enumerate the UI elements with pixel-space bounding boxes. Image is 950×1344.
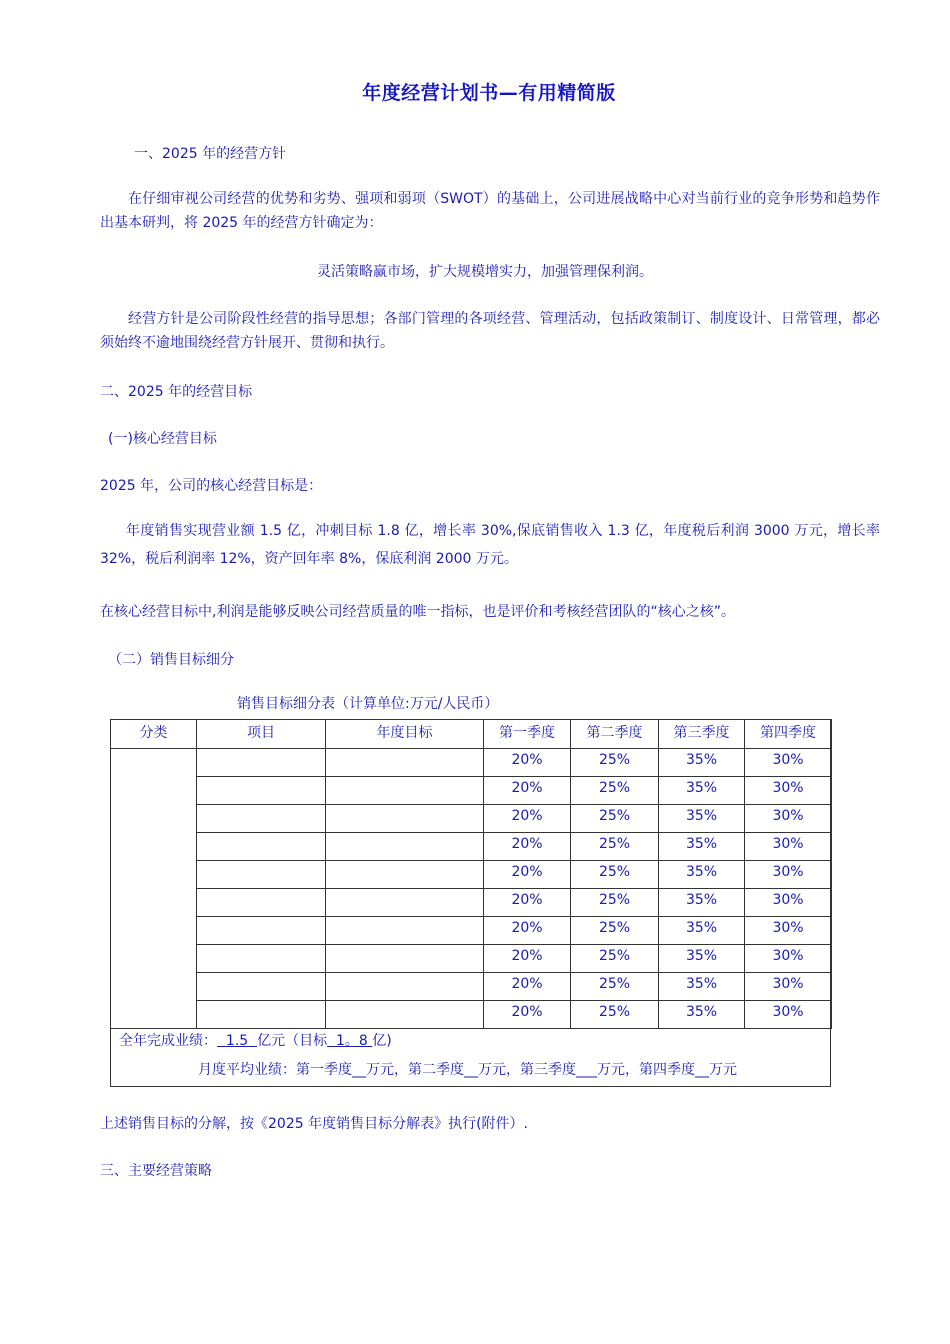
- q1-cell: 20%: [484, 1001, 571, 1029]
- q1-cell: 20%: [484, 805, 571, 833]
- annual-target-cell: [326, 777, 484, 805]
- annual-target-cell: [326, 749, 484, 777]
- q2-cell: 25%: [571, 805, 659, 833]
- q4-cell: 30%: [745, 833, 832, 861]
- q2-cell: 25%: [571, 889, 659, 917]
- header-category: 分类: [111, 720, 197, 749]
- item-cell: [197, 917, 326, 945]
- item-cell: [197, 805, 326, 833]
- table-row: [111, 973, 832, 1001]
- annual-target-cell: [326, 861, 484, 889]
- q4-cell: 30%: [745, 777, 832, 805]
- q2-cell: 25%: [571, 833, 659, 861]
- q4-cell: 30%: [745, 805, 832, 833]
- table-header-row: [111, 720, 832, 749]
- table-row: [111, 861, 832, 889]
- table-row: [111, 917, 832, 945]
- table-row: [111, 833, 832, 861]
- document-title: 年度经营计划书—有用精简版: [362, 82, 616, 104]
- header-q4: 第四季度: [745, 720, 832, 749]
- q1-cell: 20%: [484, 833, 571, 861]
- q2-cell: 25%: [571, 1001, 659, 1029]
- section-3-heading: 三、主要经营策略: [100, 1163, 212, 1179]
- item-cell: [197, 777, 326, 805]
- annual-target-cell: [326, 805, 484, 833]
- annual-performance-label: 全年完成业绩：: [119, 1033, 217, 1049]
- item-cell: [197, 749, 326, 777]
- after-table-note: 上述销售目标的分解，按《2025 年度销售目标分解表》执行(附件）.: [100, 1116, 528, 1132]
- policy-statement: 灵活策略赢市场，扩大规模增实力，加强管理保利润。: [317, 264, 653, 280]
- section-2-intro: 2025 年，公司的核心经营目标是：: [100, 478, 323, 494]
- q3-cell: 35%: [659, 1001, 745, 1029]
- section-1-paragraph-2: 经营方针是公司阶段性经营的指导思想；各部门管理的各项经营、管理活动，包括政策制订、制度设计、日常管理，都必须始终不逾地围绕经营方针展开、贯彻和执行。: [100, 311, 880, 351]
- header-item: 项目: [197, 720, 326, 749]
- table-row: [111, 777, 832, 805]
- annual-target-cell: [326, 945, 484, 973]
- item-cell: [197, 861, 326, 889]
- table-caption: 销售目标细分表（计算单位:万元/人民币）: [237, 696, 499, 712]
- q3-cell: 35%: [659, 945, 745, 973]
- q1-cell: 20%: [484, 889, 571, 917]
- item-cell: [197, 1001, 326, 1029]
- q4-cell: 30%: [745, 973, 832, 1001]
- q3-cell: 35%: [659, 805, 745, 833]
- item-cell: [197, 889, 326, 917]
- q4-cell: 30%: [745, 889, 832, 917]
- q4-cell: 30%: [745, 1001, 832, 1029]
- q4-cell: 30%: [745, 945, 832, 973]
- annual-target-cell: [326, 833, 484, 861]
- q1-cell: 20%: [484, 973, 571, 1001]
- q2-cell: 25%: [571, 945, 659, 973]
- q3-cell: 35%: [659, 777, 745, 805]
- table-row: [111, 945, 832, 973]
- annual-performance-line: [119, 1030, 392, 1050]
- q1-cell: 20%: [484, 861, 571, 889]
- q3-cell: 35%: [659, 973, 745, 1001]
- q3-cell: 35%: [659, 833, 745, 861]
- annual-target-cell: [326, 889, 484, 917]
- category-cell: [111, 749, 197, 1029]
- header-q2: 第二季度: [571, 720, 659, 749]
- table-row: [111, 749, 832, 777]
- table-row: [111, 889, 832, 917]
- annual-target-tail: 亿): [372, 1033, 392, 1049]
- section-2-subheading-1: (一)核心经营目标: [108, 431, 217, 447]
- header-q3: 第三季度: [659, 720, 745, 749]
- annual-target-value: 1。8: [335, 1033, 368, 1049]
- section-2-heading: 二、2025 年的经营目标: [100, 384, 253, 400]
- q2-cell: 25%: [571, 861, 659, 889]
- annual-target-cell: [326, 1001, 484, 1029]
- annual-performance-unit: 亿元（目标: [257, 1033, 328, 1049]
- section-1-paragraph-1: 在仔细审视公司经营的优势和劣势、强项和弱项（SWOT）的基础上，公司进展战略中心对当前行业的竞争形势和趋势作出基本研判，将 2025 年的经营方针确定为：: [100, 191, 880, 231]
- q2-cell: 25%: [571, 973, 659, 1001]
- q4-cell: 30%: [745, 861, 832, 889]
- q2-cell: 25%: [571, 777, 659, 805]
- monthly-average-line: 月度平均业绩：第一季度__万元，第二季度__万元，第三季度___万元，第四季度__万元: [198, 1062, 737, 1078]
- table-row: [111, 805, 832, 833]
- q2-cell: 25%: [571, 917, 659, 945]
- core-targets-paragraph: 年度销售实现营业额 1.5 亿，冲刺目标 1.8 亿，增长率 30%,保底销售收入 1.3 亿，年度税后利润 3000 万元，增长率 32%，税后利润率 12%，资产回年率 8%，保底利润 2000 万元。: [100, 523, 880, 567]
- annual-performance-value: 1.5: [225, 1033, 249, 1049]
- q1-cell: 20%: [484, 917, 571, 945]
- annual-target-cell: [326, 973, 484, 1001]
- item-cell: [197, 945, 326, 973]
- profit-note: 在核心经营目标中,利润是能够反映公司经营质量的唯一指标，也是评价和考核经营团队的“核心之核”。: [100, 604, 735, 620]
- q3-cell: 35%: [659, 917, 745, 945]
- item-cell: [197, 973, 326, 1001]
- q1-cell: 20%: [484, 749, 571, 777]
- q4-cell: 30%: [745, 749, 832, 777]
- item-cell: [197, 833, 326, 861]
- table-row: [111, 1001, 832, 1029]
- section-2-subheading-2: （二）销售目标细分: [108, 652, 234, 668]
- q1-cell: 20%: [484, 777, 571, 805]
- q4-cell: 30%: [745, 917, 832, 945]
- section-1-heading: 一、2025 年的经营方针: [134, 146, 287, 162]
- annual-target-cell: [326, 917, 484, 945]
- q3-cell: 35%: [659, 889, 745, 917]
- header-annual-target: 年度目标: [326, 720, 484, 749]
- q3-cell: 35%: [659, 861, 745, 889]
- q1-cell: 20%: [484, 945, 571, 973]
- q3-cell: 35%: [659, 749, 745, 777]
- header-q1: 第一季度: [484, 720, 571, 749]
- q2-cell: 25%: [571, 749, 659, 777]
